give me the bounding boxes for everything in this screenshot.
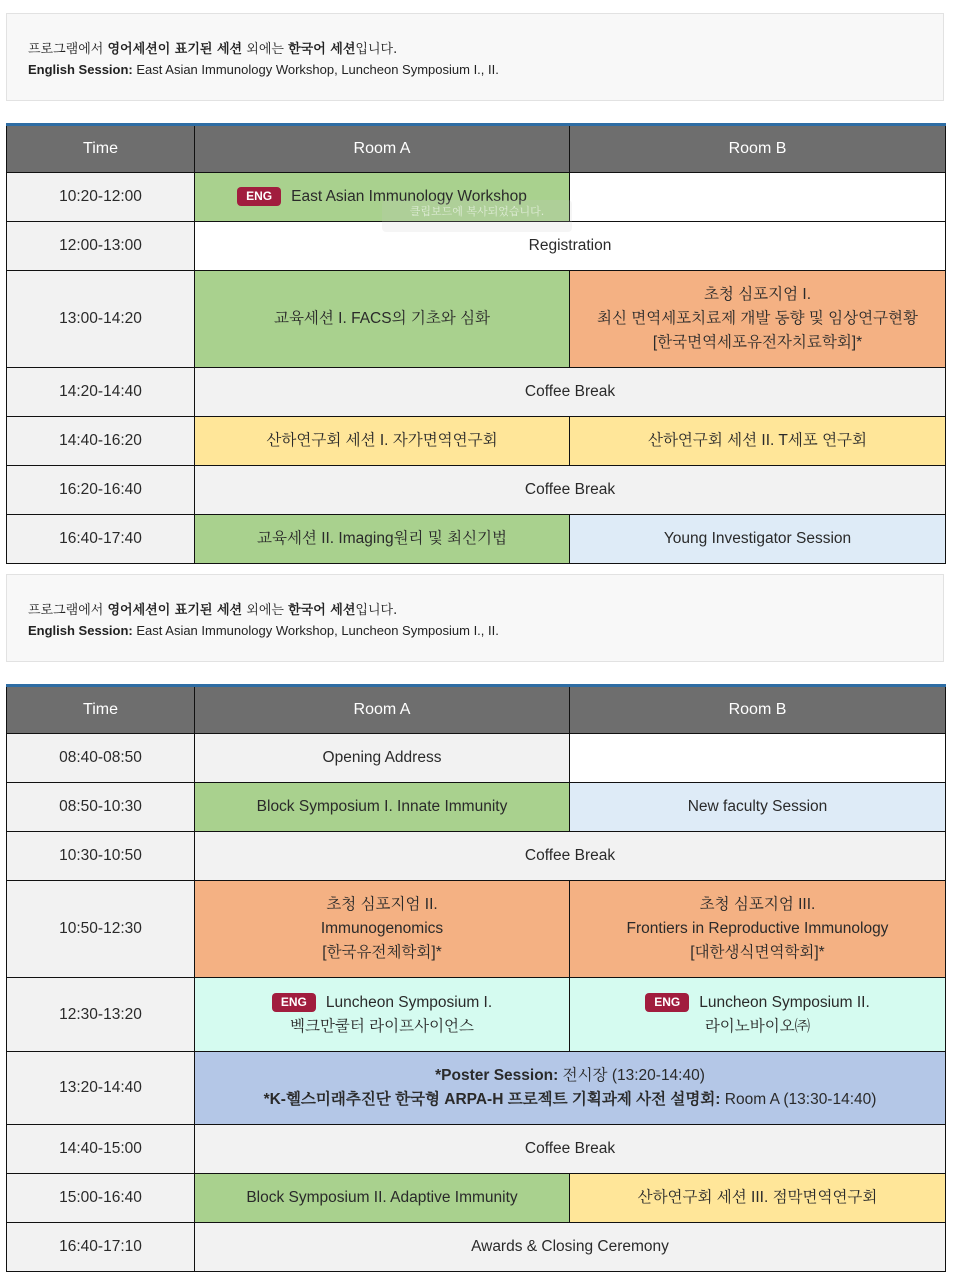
- time-cell: 15:00-16:40: [7, 1174, 195, 1223]
- time-cell: 14:40-15:00: [7, 1125, 195, 1174]
- table-row: [7, 978, 946, 1052]
- session-education-1: 교육세션 I. FACS의 기초와 심화: [195, 271, 570, 368]
- session-block-symposium-2: Block Symposium II. Adaptive Immunity: [195, 1174, 570, 1223]
- header-room-a: Room A: [195, 125, 570, 173]
- time-cell: 10:50-12:30: [7, 881, 195, 978]
- table-row: [7, 783, 946, 832]
- schedule-table-day1: [6, 123, 946, 564]
- notice-english-line: English Session: East Asian Immunology Workshop, Luncheon Symposium I., II.: [28, 623, 499, 638]
- session-registration: Registration: [195, 222, 946, 271]
- notice-korean-line: 프로그램에서 영어세션이 표기된 세션 외에는 한국어 세션입니다.: [28, 603, 398, 618]
- session-closing-ceremony: Awards & Closing Ceremony: [195, 1223, 946, 1272]
- time-cell: 16:40-17:10: [7, 1223, 195, 1272]
- language-notice-1: [6, 13, 944, 101]
- table-row: [7, 1223, 946, 1272]
- clipboard-toast: 클립보드에 복사되었습니다.: [382, 200, 572, 232]
- table-row: [7, 1052, 946, 1125]
- table-row: [7, 1125, 946, 1174]
- time-cell: 10:30-10:50: [7, 832, 195, 881]
- time-cell: 08:40-08:50: [7, 734, 195, 783]
- table-row: [7, 1174, 946, 1223]
- header-time: Time: [7, 125, 195, 173]
- notice-english-line: English Session: East Asian Immunology Workshop, Luncheon Symposium I., II.: [28, 62, 499, 77]
- table-row: [7, 515, 946, 564]
- session-east-asian-workshop: ENG East Asian Immunology Workshop: [195, 173, 570, 222]
- time-cell: 12:30-13:20: [7, 978, 195, 1052]
- table-row: [7, 271, 946, 368]
- header-room-a: Room A: [195, 686, 570, 734]
- time-cell: 13:20-14:40: [7, 1052, 195, 1125]
- time-cell: 12:00-13:00: [7, 222, 195, 271]
- session-invited-symposium-3: 초청 심포지엄 III. Frontiers in Reproductive Immunology [대한생식면역학회]*: [570, 881, 946, 978]
- table-row: [7, 417, 946, 466]
- session-luncheon-1: ENG Luncheon Symposium I. 벡크만쿨터 라이프사이언스: [195, 978, 570, 1052]
- session-education-2: 교육세션 II. Imaging원리 및 최신기법: [195, 515, 570, 564]
- table-row: [7, 832, 946, 881]
- header-time: Time: [7, 686, 195, 734]
- session-block-symposium-1: Block Symposium I. Innate Immunity: [195, 783, 570, 832]
- session-mucosal: 산하연구회 세션 III. 점막면역연구회: [570, 1174, 946, 1223]
- language-notice-2: [6, 574, 944, 662]
- empty-cell: [570, 173, 946, 222]
- session-invited-symposium-1: 초청 심포지엄 I. 최신 면역세포치료제 개발 동향 및 임상연구현황 [한국면역세포유전자치료학회]*: [570, 271, 946, 368]
- session-young-investigator: Young Investigator Session: [570, 515, 946, 564]
- table-row: [7, 734, 946, 783]
- eng-badge: ENG: [272, 993, 316, 1012]
- time-cell: 13:00-14:20: [7, 271, 195, 368]
- header-room-b: Room B: [570, 686, 946, 734]
- time-cell: 08:50-10:30: [7, 783, 195, 832]
- time-cell: 14:40-16:20: [7, 417, 195, 466]
- table-row: [7, 466, 946, 515]
- header-room-b: Room B: [570, 125, 946, 173]
- session-coffee-break: Coffee Break: [195, 1125, 946, 1174]
- table-row: [7, 368, 946, 417]
- session-tcell: 산하연구회 세션 II. T세포 연구회: [570, 417, 946, 466]
- session-invited-symposium-2: 초청 심포지엄 II. Immunogenomics [한국유전체학회]*: [195, 881, 570, 978]
- session-poster-arpa-h: *Poster Session: 전시장 (13:20-14:40) *K-헬스미래추진단 한국형 ARPA-H 프로젝트 기획과제 사전 설명회: Room A (13:30-14:40): [195, 1052, 946, 1125]
- time-cell: 16:20-16:40: [7, 466, 195, 515]
- session-autoimmune: 산하연구회 세션 I. 자가면역연구회: [195, 417, 570, 466]
- session-coffee-break: Coffee Break: [195, 368, 946, 417]
- time-cell: 14:20-14:40: [7, 368, 195, 417]
- session-coffee-break: Coffee Break: [195, 832, 946, 881]
- eng-badge: ENG: [645, 993, 689, 1012]
- session-coffee-break: Coffee Break: [195, 466, 946, 515]
- notice-korean-line: 프로그램에서 영어세션이 표기된 세션 외에는 한국어 세션입니다.: [28, 42, 398, 57]
- schedule-table-day2: [6, 684, 946, 1272]
- session-luncheon-2: ENG Luncheon Symposium II. 라이노바이오㈜: [570, 978, 946, 1052]
- time-cell: 16:40-17:40: [7, 515, 195, 564]
- empty-cell: [570, 734, 946, 783]
- eng-badge: ENG: [237, 187, 281, 206]
- session-opening-address: Opening Address: [195, 734, 570, 783]
- table-row: [7, 881, 946, 978]
- time-cell: 10:20-12:00: [7, 173, 195, 222]
- session-new-faculty: New faculty Session: [570, 783, 946, 832]
